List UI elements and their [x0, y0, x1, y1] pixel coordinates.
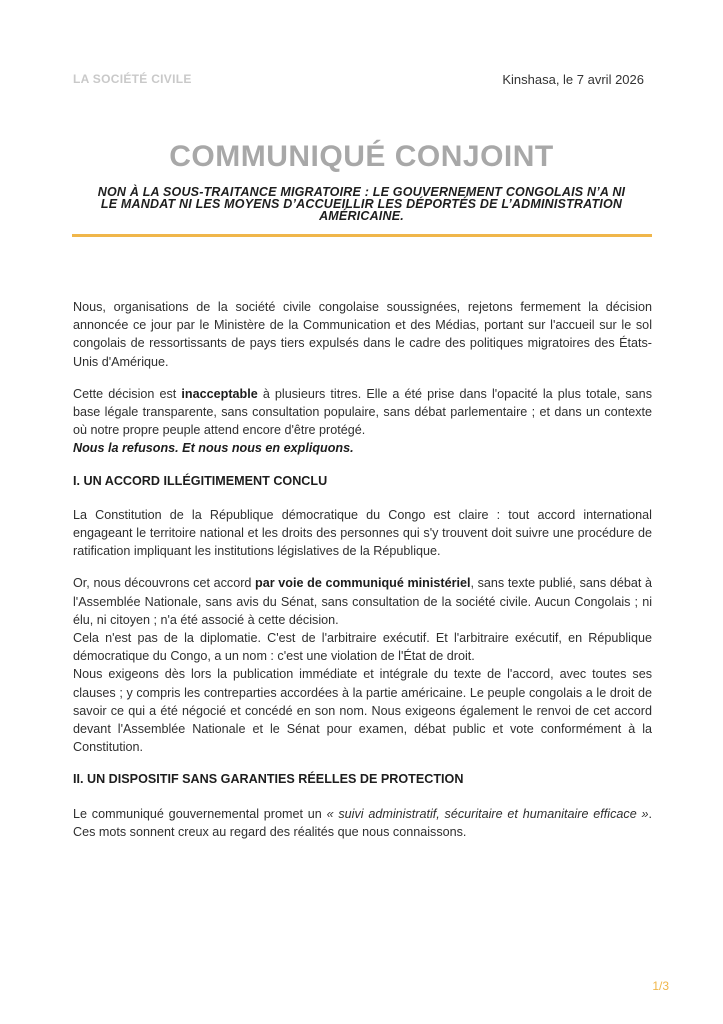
document-body: [73, 298, 652, 855]
paragraph-discovery: [73, 574, 652, 629]
page-number: 1/3: [652, 979, 669, 993]
paragraph-decision: [73, 385, 652, 440]
section-heading-1: I. UN ACCORD ILLÉGITIMEMENT CONCLU: [73, 473, 328, 488]
text-run: . Ces mots sonnent creux au regard des réalités que nous connaissons.: [73, 806, 652, 839]
accent-rule: [72, 234, 652, 237]
text-run: Le communiqué gouvernemental promet un: [73, 806, 327, 821]
bold-text: par voie de communiqué ministériel: [255, 576, 471, 591]
paragraph-arbitrary: Cela n'est pas de la diplomatie. C'est de l'arbitraire exécutif. Et l'arbitraire exécutif, en République démocratique du Congo, a un nom : c'est une violation de l'État de droit.: [73, 631, 652, 664]
paragraph-refusal: Nous la refusons. Et nous nous en expliquons.: [73, 441, 354, 456]
paragraph-intro: Nous, organisations de la société civile congolaise soussignées, rejetons fermement la décision annoncée ce jour par le Ministère de la Communication et des Médias, portant sur l'accueil sur le sol congolais de ressortissants de pays tiers expulsés dans le cadre des politiques migratoires des États-Unis d'Amérique.: [73, 300, 652, 369]
document-title: COMMUNIQUÉ CONJOINT: [169, 140, 554, 173]
text-run: Cette décision est: [73, 386, 182, 401]
paragraph-protection: [73, 805, 652, 841]
dateline: Kinshasa, le 7 avril 2026: [502, 72, 644, 87]
paragraph-demands: Nous exigeons dès lors la publication immédiate et intégrale du texte de l'accord, avec toutes ses clauses ; y compris les contreparties accordées à la partie américaine. Le peuple congolais a le droit de savoir ce qui a été négocié et concédé en son nom. Nous exigeons également le renvoi de cet accord devant l'Assemblée Nationale et le Sénat pour examen, débat public et vote conformément à la Constitution.: [73, 667, 652, 755]
text-run: , sans texte publié, sans débat à l'Assemblée Nationale, sans avis du Sénat, sans consultation de la société civile. Aucun Congolais ; ni élu, ni citoyen ; n'a été associé à cette décision.: [73, 576, 652, 627]
document-subtitle: NON À LA SOUS-TRAITANCE MIGRATOIRE : LE GOUVERNEMENT CONGOLAIS N’A NI LE MANDAT NI LES MOYENS D’ACCUEILLIR LES DÉPORTÉS DE L’ADMINISTRATION AMÉRICAINE.: [97, 185, 626, 223]
text-run: Or, nous découvrons cet accord: [73, 576, 256, 591]
section-heading-2: II. UN DISPOSITIF SANS GARANTIES RÉELLES DE PROTECTION: [73, 772, 464, 787]
italic-quote: « suivi administratif, sécuritaire et humanitaire efficace »: [326, 806, 649, 821]
bold-text: inacceptable: [181, 386, 258, 401]
text-run: à plusieurs titres. Elle a été prise dans l'opacité la plus totale, sans base légale transparente, sans consultation populaire, sans débat parlementaire ; et dans un contexte où notre propre peuple attend encore d'être protégé.: [73, 386, 652, 438]
organization-label: LA SOCIÉTÉ CIVILE: [73, 72, 192, 86]
paragraph-constitution: La Constitution de la République démocratique du Congo est claire : tout accord international engageant le territoire national et les droits des personnes qui s'y trouvent doit suivre une procédure de ratification impliquant les institutions législatives de la République.: [73, 507, 652, 559]
